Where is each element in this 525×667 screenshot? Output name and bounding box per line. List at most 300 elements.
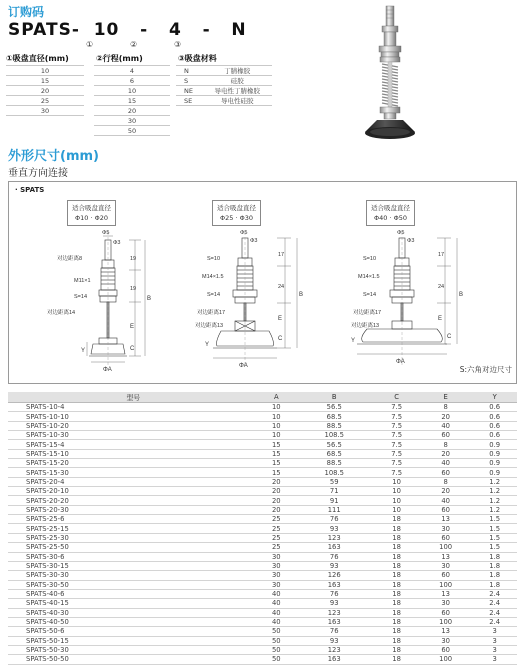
drawing-3-caption: 适合吸盘直径 Φ40 · Φ50 <box>366 200 415 226</box>
table-cell: SPATS-20-30 <box>8 505 258 514</box>
table-cell: 18 <box>374 533 419 542</box>
table-cell: SPATS-20-10 <box>8 487 258 496</box>
table-cell: 18 <box>374 552 419 561</box>
table-cell: 40 <box>258 599 294 608</box>
table-cell: SPATS-15-4 <box>8 440 258 449</box>
table-cell: 68.5 <box>294 449 374 458</box>
drawing-2-letter-y: Y <box>205 342 210 348</box>
table-cell: SPATS-40-30 <box>8 608 258 617</box>
drawing-3-letter-c: C <box>447 334 452 340</box>
table-cell: 7.5 <box>374 459 419 468</box>
hex-size-note: S:六角对边尺寸 <box>459 365 512 374</box>
table-cell: 88.5 <box>294 421 374 430</box>
table-cell: 2.4 <box>472 589 517 598</box>
table-row <box>8 403 517 412</box>
table-row <box>8 645 517 654</box>
table-cell: 15 <box>258 440 294 449</box>
table-cell: SPATS-25-15 <box>8 524 258 533</box>
table-cell: 0.6 <box>472 421 517 430</box>
table-cell: 20 <box>258 505 294 514</box>
table-cell: 10 <box>258 431 294 440</box>
table-cell: 93 <box>294 524 374 533</box>
table-cell: 10 <box>374 477 419 486</box>
table-cell: 3 <box>472 636 517 645</box>
table-cell: SPATS-30-50 <box>8 580 258 589</box>
spec-column-header: 型号 <box>8 392 258 403</box>
table-cell: 7.5 <box>374 440 419 449</box>
table-cell: 18 <box>374 627 419 636</box>
drawing-1-technical <box>29 230 169 380</box>
drawing-2-caption: 适合吸盘直径 Φ25 · Φ30 <box>212 200 261 226</box>
table-row <box>8 496 517 505</box>
table-cell: 91 <box>294 496 374 505</box>
table-cell: 56.5 <box>294 403 374 412</box>
drawing-1-side-label: 对边距离8 <box>57 256 83 262</box>
table-row <box>8 636 517 645</box>
table-cell: 18 <box>374 580 419 589</box>
table-cell: 163 <box>294 580 374 589</box>
table-cell: 8 <box>419 477 473 486</box>
table-row <box>8 589 517 598</box>
table-cell: 18 <box>374 589 419 598</box>
drawing-1-s-label: S=14 <box>74 294 87 300</box>
table-cell: 1.8 <box>472 571 517 580</box>
table-cell: 13 <box>419 552 473 561</box>
table-cell: 30 <box>258 571 294 580</box>
table-cell: 15 <box>258 459 294 468</box>
table-cell: 18 <box>374 515 419 524</box>
table-cell: 40 <box>419 421 473 430</box>
table-row <box>8 655 517 664</box>
drawing-1-dim-19a: 19 <box>130 256 137 262</box>
spec-column-header: E <box>419 392 473 403</box>
table-cell: 60 <box>419 533 473 542</box>
table-cell: 59 <box>294 477 374 486</box>
table-cell: 18 <box>374 543 419 552</box>
drawing-2-letter-c: C <box>278 336 283 342</box>
table-cell: 0.6 <box>472 412 517 421</box>
table-cell: 1.8 <box>472 580 517 589</box>
table-cell: 1.2 <box>472 477 517 486</box>
table-cell: 3 <box>472 645 517 654</box>
stroke-value: 10 <box>94 86 170 96</box>
table-cell: 40 <box>419 459 473 468</box>
table-cell: 10 <box>258 421 294 430</box>
code-part-stroke: 4 <box>168 20 182 40</box>
drawing-3-letter-b: B <box>459 292 464 298</box>
table-cell: SPATS-10-10 <box>8 412 258 421</box>
spec-table-header <box>8 392 517 403</box>
table-cell: 60 <box>419 645 473 654</box>
table-cell: 93 <box>294 561 374 570</box>
table-cell: 1.2 <box>472 505 517 514</box>
table-cell: 3 <box>472 655 517 664</box>
code-part-material: N <box>231 20 247 40</box>
drawing-3-dim-24: 24 <box>438 284 445 290</box>
code-part-diameter: 10 <box>93 20 120 40</box>
table-cell: 18 <box>374 617 419 626</box>
table-cell: 68.5 <box>294 412 374 421</box>
drawing-3-letter-e: E <box>438 316 443 322</box>
table-cell: 76 <box>294 589 374 598</box>
table-cell: 2.4 <box>472 608 517 617</box>
table-row <box>8 627 517 636</box>
table-cell: 18 <box>374 645 419 654</box>
stroke-row <box>94 106 170 116</box>
table-row <box>8 571 517 580</box>
material-name: 丁腈橡胶 <box>203 66 272 76</box>
table-cell: SPATS-50-15 <box>8 636 258 645</box>
table-row <box>8 543 517 552</box>
table-cell: SPATS-25-30 <box>8 533 258 542</box>
drawing-3-letter-y: Y <box>351 338 356 344</box>
table-cell: 88.5 <box>294 459 374 468</box>
table-cell: 2.4 <box>472 599 517 608</box>
table-cell: 10 <box>374 496 419 505</box>
table-cell: 163 <box>294 655 374 664</box>
spec-table <box>8 392 517 665</box>
stroke-row <box>94 86 170 96</box>
table-cell: 18 <box>374 524 419 533</box>
table-cell: 8 <box>419 403 473 412</box>
drawing-2-phi3: Φ3 <box>250 238 258 244</box>
material-name: 硅胶 <box>203 76 272 86</box>
table-cell: 60 <box>419 608 473 617</box>
table-cell: 25 <box>258 524 294 533</box>
table-row <box>8 580 517 589</box>
spec-column-header: A <box>258 392 294 403</box>
code-prefix: SPATS- <box>8 20 80 40</box>
table-cell: 7.5 <box>374 468 419 477</box>
dimensions-subtitle: 垂直方向连接 <box>8 168 68 179</box>
order-code-title: 订购码 <box>8 5 45 19</box>
diameter-value: 15 <box>6 76 84 86</box>
diameter-value: 20 <box>6 86 84 96</box>
table-cell: 25 <box>258 543 294 552</box>
table-cell: SPATS-30-15 <box>8 561 258 570</box>
dimensions-title: 外形尺寸(mm) <box>8 149 99 164</box>
table-cell: 10 <box>374 505 419 514</box>
drawing-2-s-label: S=14 <box>207 292 220 298</box>
table-cell: 7.5 <box>374 403 419 412</box>
series-label: · SPATS <box>15 186 45 194</box>
code-index-2: ② <box>130 40 138 49</box>
table-cell: 13 <box>419 627 473 636</box>
table-cell: 50 <box>258 636 294 645</box>
table-cell: SPATS-10-20 <box>8 421 258 430</box>
table-cell: 1.5 <box>472 524 517 533</box>
table-cell: 7.5 <box>374 412 419 421</box>
table-cell: 1.5 <box>472 533 517 542</box>
drawing-2-dim-17: 17 <box>278 252 285 258</box>
table-cell: 18 <box>374 571 419 580</box>
table-cell: 40 <box>258 608 294 617</box>
table-cell: 18 <box>374 608 419 617</box>
table-row <box>8 515 517 524</box>
drawing-2-letter-e: E <box>278 316 283 322</box>
drawing-3-s10: S=10 <box>363 256 376 262</box>
table-cell: 8 <box>419 440 473 449</box>
table-cell: 1.5 <box>472 515 517 524</box>
table-cell: 30 <box>419 561 473 570</box>
stroke-row <box>94 126 170 136</box>
drawing-3-phi-a: ΦA <box>396 359 405 365</box>
table-row <box>8 608 517 617</box>
table-row <box>8 552 517 561</box>
code-index-1: ① <box>86 40 94 49</box>
table-cell: SPATS-40-6 <box>8 589 258 598</box>
table-cell: SPATS-25-50 <box>8 543 258 552</box>
table-row <box>8 421 517 430</box>
material-row <box>176 96 272 106</box>
drawing-1-letter-c: C <box>130 346 135 352</box>
diameter-table-header: ①吸盘直径(mm) <box>6 54 69 63</box>
table-cell: 123 <box>294 608 374 617</box>
table-cell: 76 <box>294 627 374 636</box>
vacuum-pad-product-image <box>355 4 425 144</box>
drawing-3-thread: M14×1.5 <box>358 274 380 280</box>
table-cell: SPATS-50-30 <box>8 645 258 654</box>
table-cell: 93 <box>294 599 374 608</box>
material-code: SE <box>176 96 203 106</box>
drawing-1-phi-a: ΦA <box>103 367 112 373</box>
drawing-1-letter-e: E <box>130 324 135 330</box>
table-cell: 40 <box>258 617 294 626</box>
table-cell: SPATS-40-50 <box>8 617 258 626</box>
table-cell: SPATS-30-6 <box>8 552 258 561</box>
table-cell: 1.8 <box>472 561 517 570</box>
drawing-1-side-label2: 对边距离14 <box>47 310 76 316</box>
table-cell: 30 <box>419 524 473 533</box>
table-cell: 126 <box>294 571 374 580</box>
drawing-2-phi5: Φ5 <box>240 230 248 236</box>
table-row <box>8 505 517 514</box>
drawing-1-phi5: Φ5 <box>102 230 110 236</box>
drawing-2-thread: M14×1.5 <box>202 274 224 280</box>
material-row <box>176 66 272 76</box>
table-cell: SPATS-40-15 <box>8 599 258 608</box>
table-cell: 108.5 <box>294 468 374 477</box>
table-cell: SPATS-50-6 <box>8 627 258 636</box>
table-cell: 100 <box>419 543 473 552</box>
drawing-1-letter-y: Y <box>81 348 86 354</box>
table-row <box>8 617 517 626</box>
stroke-value: 15 <box>94 96 170 106</box>
table-cell: SPATS-25-6 <box>8 515 258 524</box>
stroke-value: 30 <box>94 116 170 126</box>
table-cell: 30 <box>258 561 294 570</box>
table-cell: 30 <box>419 599 473 608</box>
drawing-2-side-label2: 对边距离13 <box>195 323 224 329</box>
table-cell: SPATS-10-4 <box>8 403 258 412</box>
table-cell: 2.4 <box>472 617 517 626</box>
drawing-2-dim-24: 24 <box>278 284 285 290</box>
table-cell: SPATS-15-20 <box>8 459 258 468</box>
diameter-value: 30 <box>6 106 84 116</box>
spec-column-header: B <box>294 392 374 403</box>
table-cell: 0.9 <box>472 440 517 449</box>
table-cell: 18 <box>374 636 419 645</box>
table-cell: 18 <box>374 599 419 608</box>
table-cell: 100 <box>419 580 473 589</box>
table-cell: 76 <box>294 552 374 561</box>
material-name: 导电性硅胶 <box>203 96 272 106</box>
table-row <box>8 524 517 533</box>
drawing-1-letter-b: B <box>147 296 152 302</box>
table-cell: 1.2 <box>472 496 517 505</box>
table-row <box>8 412 517 421</box>
order-code-example: SPATS- 10 - 4 - N <box>8 20 247 40</box>
drawing-2-technical <box>177 230 327 380</box>
table-cell: SPATS-50-50 <box>8 655 258 664</box>
table-cell: 60 <box>419 505 473 514</box>
table-cell: SPATS-20-4 <box>8 477 258 486</box>
table-cell: 1.2 <box>472 487 517 496</box>
table-cell: 15 <box>258 468 294 477</box>
table-cell: 0.9 <box>472 459 517 468</box>
table-cell: 56.5 <box>294 440 374 449</box>
stroke-value: 50 <box>94 126 170 136</box>
diameter-table <box>6 65 84 116</box>
table-cell: 20 <box>258 496 294 505</box>
table-cell: 7.5 <box>374 421 419 430</box>
table-cell: 123 <box>294 533 374 542</box>
stroke-value: 4 <box>94 66 170 76</box>
table-cell: 30 <box>258 552 294 561</box>
table-cell: 7.5 <box>374 431 419 440</box>
table-cell: 30 <box>258 580 294 589</box>
diameter-value: 25 <box>6 96 84 106</box>
table-cell: SPATS-20-20 <box>8 496 258 505</box>
table-row <box>8 561 517 570</box>
material-table-header: ③吸盘材料 <box>178 54 217 63</box>
table-cell: 0.9 <box>472 449 517 458</box>
table-cell: SPATS-30-30 <box>8 571 258 580</box>
table-cell: 25 <box>258 515 294 524</box>
table-cell: 1.8 <box>472 552 517 561</box>
stroke-row <box>94 66 170 76</box>
dimension-drawings <box>8 181 517 384</box>
drawing-3-side-label: 对边距离17 <box>353 310 382 316</box>
drawing-2-s10: S=10 <box>207 256 220 262</box>
stroke-value: 20 <box>94 106 170 116</box>
table-cell: SPATS-15-30 <box>8 468 258 477</box>
code-index-3: ③ <box>174 40 182 49</box>
table-cell: 1.5 <box>472 543 517 552</box>
diameter-row <box>6 96 84 106</box>
table-cell: 13 <box>419 589 473 598</box>
material-code: NE <box>176 86 203 96</box>
table-cell: 0.9 <box>472 468 517 477</box>
table-cell: 10 <box>374 487 419 496</box>
drawing-1-thread: M11×1 <box>74 278 91 284</box>
diameter-row <box>6 86 84 96</box>
table-cell: 60 <box>419 571 473 580</box>
table-row <box>8 431 517 440</box>
material-code: N <box>176 66 203 76</box>
table-cell: 40 <box>419 496 473 505</box>
table-row <box>8 459 517 468</box>
stroke-row <box>94 76 170 86</box>
table-cell: 163 <box>294 617 374 626</box>
material-code: S <box>176 76 203 86</box>
table-cell: 7.5 <box>374 449 419 458</box>
table-cell: 25 <box>258 533 294 542</box>
table-cell: 123 <box>294 645 374 654</box>
table-cell: 20 <box>258 477 294 486</box>
table-row <box>8 468 517 477</box>
stroke-value: 6 <box>94 76 170 86</box>
table-cell: 13 <box>419 515 473 524</box>
table-cell: 50 <box>258 627 294 636</box>
table-row <box>8 477 517 486</box>
table-cell: 40 <box>258 589 294 598</box>
table-cell: 0.6 <box>472 431 517 440</box>
stroke-table <box>94 65 170 136</box>
diameter-row <box>6 76 84 86</box>
table-cell: 71 <box>294 487 374 496</box>
drawing-1-dim-19b: 19 <box>130 286 137 292</box>
table-row <box>8 599 517 608</box>
spec-column-header: C <box>374 392 419 403</box>
table-cell: 50 <box>258 655 294 664</box>
table-cell: 20 <box>258 487 294 496</box>
table-cell: 3 <box>472 627 517 636</box>
drawing-3-phi3: Φ3 <box>407 238 415 244</box>
table-cell: 10 <box>258 403 294 412</box>
table-cell: 108.5 <box>294 431 374 440</box>
stroke-table-header: ②行程(mm) <box>96 54 143 63</box>
drawing-2-side-label: 对边距离17 <box>197 310 226 316</box>
material-row <box>176 76 272 86</box>
table-cell: 18 <box>374 561 419 570</box>
table-cell: 10 <box>258 412 294 421</box>
drawing-3-s-label: S=14 <box>363 292 376 298</box>
table-cell: 50 <box>258 645 294 654</box>
material-table <box>176 65 272 106</box>
stroke-row <box>94 96 170 106</box>
drawing-2-letter-b: B <box>299 292 304 298</box>
stroke-row <box>94 116 170 126</box>
drawing-1-phi3: Φ3 <box>113 240 121 246</box>
material-row <box>176 86 272 96</box>
drawing-2-phi-a: ΦA <box>239 363 248 369</box>
table-row <box>8 449 517 458</box>
diameter-row <box>6 106 84 116</box>
drawing-3-phi5: Φ5 <box>397 230 405 236</box>
table-cell: SPATS-15-10 <box>8 449 258 458</box>
table-cell: SPATS-10-30 <box>8 431 258 440</box>
table-row <box>8 487 517 496</box>
drawing-3-technical <box>327 230 477 380</box>
table-cell: 20 <box>419 449 473 458</box>
table-row <box>8 533 517 542</box>
table-cell: 30 <box>419 636 473 645</box>
table-cell: 111 <box>294 505 374 514</box>
drawing-3-side-label2: 对边距离13 <box>351 323 380 329</box>
table-cell: 60 <box>419 468 473 477</box>
table-cell: 93 <box>294 636 374 645</box>
table-cell: 15 <box>258 449 294 458</box>
table-cell: 60 <box>419 431 473 440</box>
diameter-row <box>6 66 84 76</box>
table-row <box>8 440 517 449</box>
diameter-value: 10 <box>6 66 84 76</box>
drawing-1-caption: 适合吸盘直径 Φ10 · Φ20 <box>67 200 116 226</box>
table-cell: 100 <box>419 655 473 664</box>
drawing-3-dim-17: 17 <box>438 252 445 258</box>
material-name: 导电性丁腈橡胶 <box>203 86 272 96</box>
